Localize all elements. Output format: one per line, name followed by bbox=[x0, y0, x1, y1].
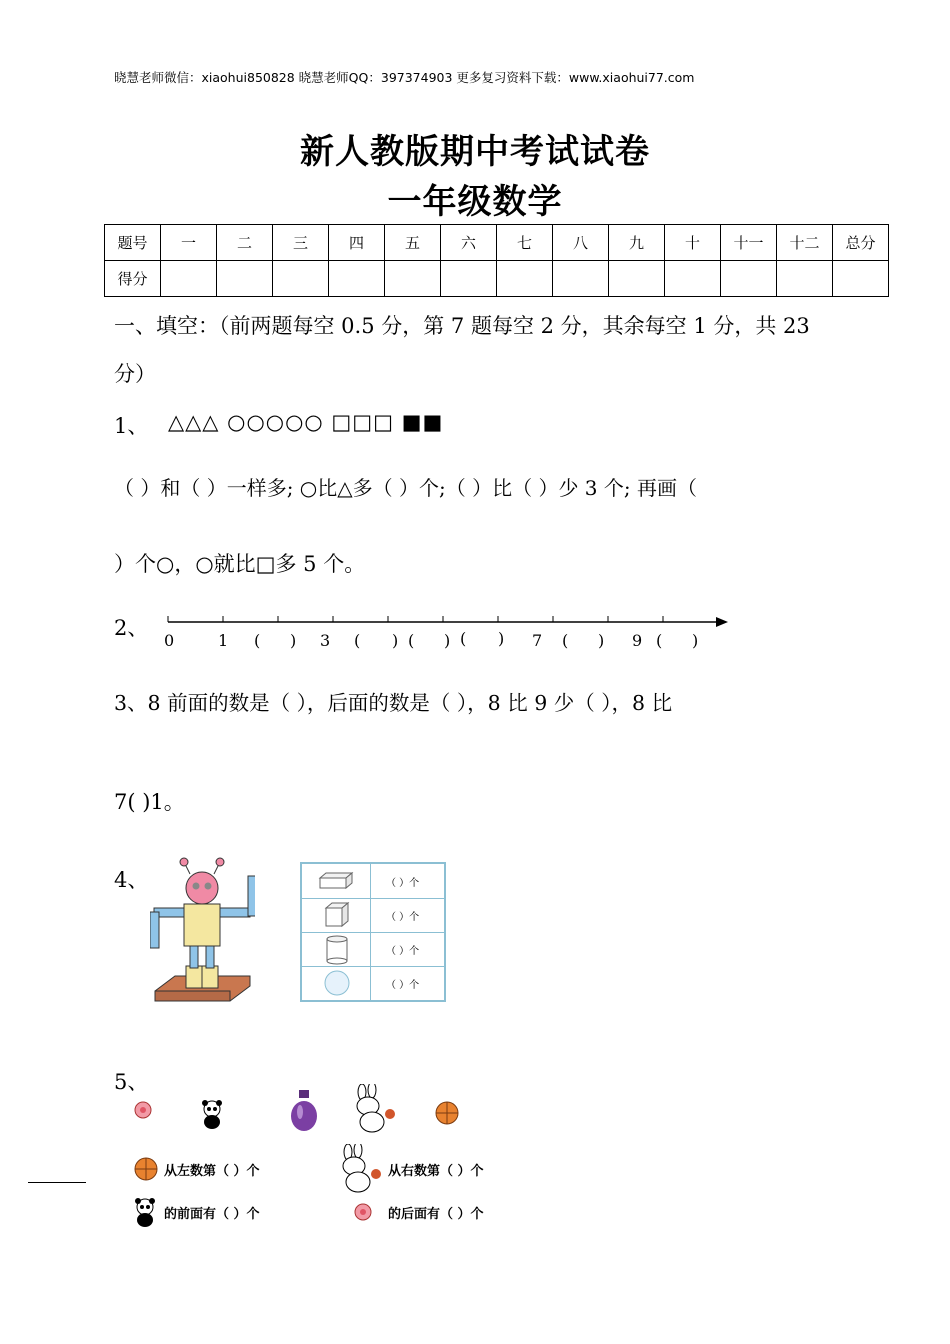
nl-label: ( bbox=[254, 631, 261, 650]
q1-line2: ）个○，○就比□多 5 个。 bbox=[114, 552, 366, 576]
score-input[interactable] bbox=[721, 261, 777, 297]
section1-heading: 一、填空：（前两题每空 0.5 分，第 7 题每空 2 分，其余每空 1 分，共 23 bbox=[114, 314, 810, 338]
vase-icon bbox=[288, 1088, 320, 1134]
cylinder-count: （ ）个 bbox=[386, 946, 420, 957]
nl-label: ) bbox=[392, 631, 399, 650]
nl-label: ) bbox=[444, 631, 451, 650]
q3-line2: 7( )1。 bbox=[114, 790, 185, 814]
cube-count: （ ）个 bbox=[386, 912, 420, 923]
score-table bbox=[104, 224, 889, 297]
cell-10: 十 bbox=[665, 225, 721, 261]
q1-line1: （ ）和（ ）一样多; ○比△多（ ）个;（ ）比（ ）少 3 个; 再画（ bbox=[114, 476, 697, 500]
sphere-count: （ ）个 bbox=[386, 980, 420, 991]
nl-label: ) bbox=[598, 631, 605, 650]
score-input[interactable] bbox=[385, 261, 441, 297]
nl-label: ( bbox=[460, 629, 467, 648]
score-value-row bbox=[105, 261, 889, 297]
nl-label: 0 bbox=[164, 631, 175, 650]
basketball-icon bbox=[434, 1100, 460, 1126]
exam-subtitle: 一年级数学 bbox=[387, 182, 563, 222]
q2-number: 2、 bbox=[114, 616, 149, 640]
sphere-icon bbox=[322, 968, 352, 998]
page-header: 晓慧老师微信：xiaohui850828 晓慧老师QQ：397374903 更多复习资料下载：www.xiaohui77.com bbox=[114, 70, 695, 85]
score-input[interactable] bbox=[217, 261, 273, 297]
cell-8: 八 bbox=[553, 225, 609, 261]
cuboid-count: （ ）个 bbox=[386, 878, 420, 889]
q5-number: 5、 bbox=[114, 1070, 149, 1094]
basketball-icon bbox=[133, 1156, 159, 1182]
exam-title: 新人教版期中考试试卷 bbox=[300, 132, 650, 172]
number-line-ticks bbox=[168, 616, 663, 622]
cell-total: 总分 bbox=[833, 225, 889, 261]
section1-heading-cont: 分） bbox=[114, 362, 156, 386]
rabbit-icon bbox=[334, 1144, 388, 1196]
cylinder-icon bbox=[324, 934, 350, 966]
answer-line bbox=[28, 1182, 86, 1183]
cell-label: 题号 bbox=[105, 225, 161, 261]
score-input[interactable] bbox=[497, 261, 553, 297]
nl-label: ) bbox=[692, 631, 699, 650]
score-input[interactable] bbox=[161, 261, 217, 297]
number-line-arrow bbox=[716, 617, 728, 627]
score-input[interactable] bbox=[665, 261, 721, 297]
q5-left-count-label: 从左数第（ ）个 bbox=[164, 1164, 260, 1179]
q1-number: 1、 bbox=[114, 414, 149, 438]
nl-label: ) bbox=[498, 629, 505, 648]
score-input[interactable] bbox=[777, 261, 833, 297]
q3-line1: 3、8 前面的数是（ ），后面的数是（ ），8 比 9 少（ ），8 比 bbox=[114, 691, 673, 715]
q1-shapes: △△△ ○○○○○ □□□ ■■ bbox=[168, 410, 444, 434]
q5-before-label: 的前面有（ ）个 bbox=[164, 1207, 260, 1222]
cell-6: 六 bbox=[441, 225, 497, 261]
cell-2: 二 bbox=[217, 225, 273, 261]
nl-label: 1 bbox=[218, 631, 229, 650]
score-input[interactable] bbox=[609, 261, 665, 297]
cuboid-icon bbox=[316, 870, 356, 894]
panda-icon bbox=[200, 1100, 224, 1130]
q5-right-count-label: 从右数第（ ）个 bbox=[388, 1164, 484, 1179]
nl-label: 7 bbox=[532, 631, 543, 650]
nl-label: ) bbox=[290, 631, 297, 650]
cell-9: 九 bbox=[609, 225, 665, 261]
number-line bbox=[160, 610, 740, 655]
nl-label: ( bbox=[562, 631, 569, 650]
cell-11: 十一 bbox=[721, 225, 777, 261]
cell-1: 一 bbox=[161, 225, 217, 261]
score-input[interactable] bbox=[553, 261, 609, 297]
cell-4: 四 bbox=[329, 225, 385, 261]
cell-3: 三 bbox=[273, 225, 329, 261]
flower-icon bbox=[352, 1202, 374, 1222]
score-header-row bbox=[105, 225, 889, 261]
flower-icon bbox=[132, 1100, 154, 1120]
nl-label: 9 bbox=[632, 631, 643, 650]
score-input[interactable] bbox=[441, 261, 497, 297]
cube-icon bbox=[322, 900, 352, 930]
q5-after-label: 的后面有（ ）个 bbox=[388, 1207, 484, 1222]
cell-5: 五 bbox=[385, 225, 441, 261]
nl-label: ( bbox=[354, 631, 361, 650]
nl-label: 3 bbox=[320, 631, 331, 650]
cell-score-label: 得分 bbox=[105, 261, 161, 297]
nl-label: ( bbox=[656, 631, 663, 650]
panda-icon bbox=[133, 1198, 157, 1228]
q4-number: 4、 bbox=[114, 868, 149, 892]
shape-count-table bbox=[300, 862, 446, 1002]
score-input[interactable] bbox=[329, 261, 385, 297]
nl-label: ( bbox=[408, 631, 415, 650]
cell-12: 十二 bbox=[777, 225, 833, 261]
score-input[interactable] bbox=[833, 261, 889, 297]
rabbit-icon bbox=[348, 1084, 402, 1136]
cell-7: 七 bbox=[497, 225, 553, 261]
score-input[interactable] bbox=[273, 261, 329, 297]
robot-illustration-icon bbox=[150, 856, 255, 1006]
